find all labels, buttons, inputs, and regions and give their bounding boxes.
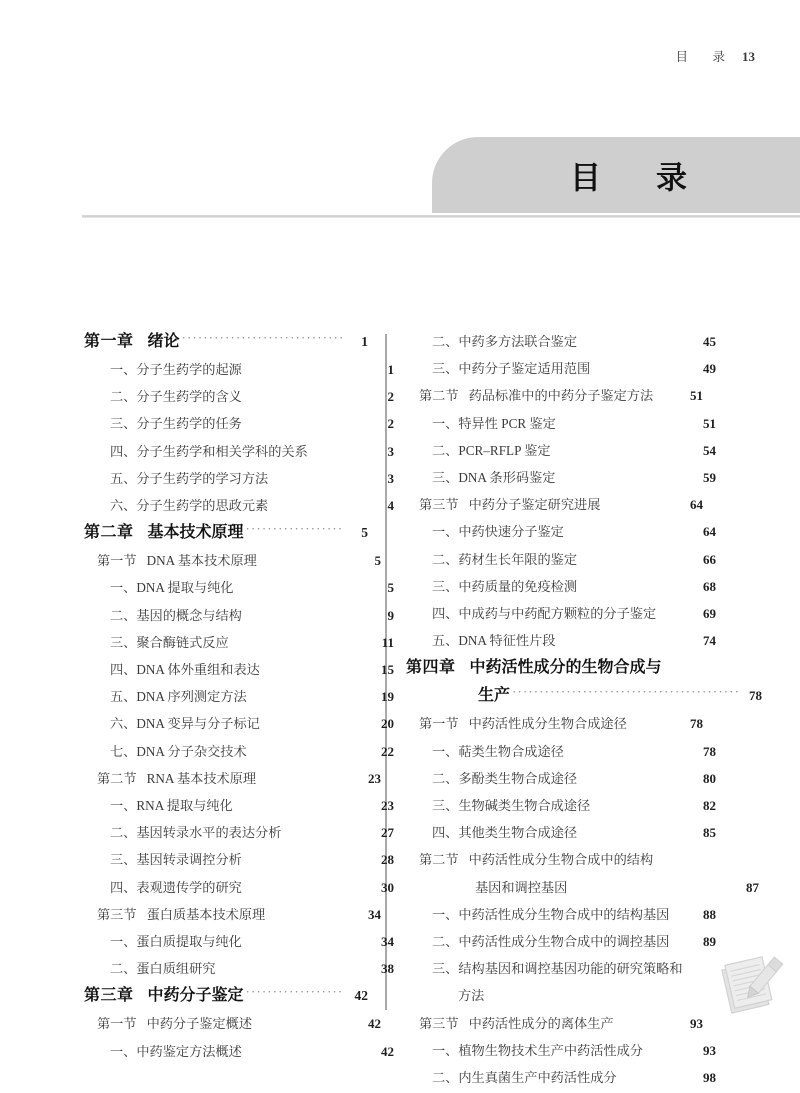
toc-leader <box>244 1040 370 1056</box>
section-number: 第三节 <box>97 906 137 922</box>
toc-entry-text: 一、中药活性成分生物合成中的结构基因 <box>432 906 670 922</box>
toc-page-number: 78 <box>749 688 762 704</box>
toc-page-number: 59 <box>703 470 716 486</box>
toc-leader <box>262 712 370 728</box>
toc-entry-text: 生产 <box>478 685 511 705</box>
toc-entry-section-cont[interactable] <box>406 876 759 894</box>
toc-leader <box>579 330 692 346</box>
toc-entry-item[interactable] <box>84 930 394 948</box>
toc-entry-text <box>97 908 265 921</box>
toc-entry-item[interactable] <box>406 575 716 593</box>
toc-page-number: 85 <box>703 825 716 841</box>
toc-page-number: 34 <box>368 906 381 922</box>
toc-page-number: 88 <box>703 906 716 922</box>
toc-leader <box>592 794 692 810</box>
toc-leader <box>569 876 735 892</box>
toc-leader <box>512 684 738 700</box>
toc-leader <box>244 930 370 946</box>
section-title: 中药活性成分生物合成中的结构 <box>468 852 654 868</box>
toc-leader <box>246 521 344 537</box>
chapter-title: 绪论 <box>147 331 180 350</box>
toc-page-number: 9 <box>387 607 394 623</box>
toc-entry-text <box>419 1017 614 1030</box>
toc-entry-section[interactable] <box>406 848 703 866</box>
toc-leader <box>616 1012 679 1028</box>
section-number: 第二节 <box>419 852 459 868</box>
toc-leader <box>658 602 692 618</box>
toc-entry-item[interactable] <box>406 794 716 812</box>
notepad-pen-icon <box>718 952 784 1018</box>
toc-leader <box>602 493 679 509</box>
toc-entry-item[interactable] <box>84 631 394 649</box>
chapter-number: 第四章 <box>406 657 456 677</box>
toc-leader <box>566 520 692 536</box>
page-title: 目 录 <box>570 160 699 197</box>
toc-page-number: 51 <box>703 415 716 431</box>
toc-entry-chapter[interactable] <box>84 984 368 1003</box>
toc-entry-item[interactable] <box>406 548 716 566</box>
toc-page-number: 20 <box>381 716 394 732</box>
toc-leader <box>244 848 370 864</box>
chapter-number: 第一章 <box>84 331 134 350</box>
toc-leader <box>249 740 370 756</box>
toc-leader <box>310 440 370 456</box>
toc-page-number: 1 <box>361 334 368 349</box>
toc-page-number: 42 <box>381 1043 394 1059</box>
toc-entry-text: 四、分子生药学和相关学科的关系 <box>110 443 308 459</box>
toc-leader <box>235 576 370 592</box>
toc-entry-text: 三、DNA 条形码鉴定 <box>432 470 556 486</box>
toc-entry-item[interactable] <box>406 903 716 921</box>
toc-leader <box>579 767 692 783</box>
toc-entry-item[interactable] <box>84 604 394 622</box>
section-number: 第二节 <box>419 388 459 404</box>
toc-leader <box>249 685 370 701</box>
toc-leader <box>629 712 679 728</box>
toc-page-number: 5 <box>361 525 368 541</box>
toc-entry-item[interactable] <box>406 330 716 348</box>
toc-page-number: 42 <box>368 1016 381 1032</box>
toc-entry-section[interactable] <box>406 712 703 730</box>
toc-entry-text: 二、基因转录水平的表达分析 <box>110 825 282 841</box>
toc-leader <box>182 330 344 346</box>
toc-entry-item[interactable] <box>84 358 394 376</box>
toc-page-number: 80 <box>703 770 716 786</box>
toc-leader <box>283 821 370 837</box>
toc-entry-section[interactable] <box>406 384 703 402</box>
toc-page-number: 66 <box>703 551 716 567</box>
section-title: 药品标准中的中药分子鉴定方法 <box>468 388 654 404</box>
toc-entry-text: 三、分子生药学的任务 <box>110 416 242 432</box>
toc-entry-text: 一、蛋白质提取与纯化 <box>110 934 242 950</box>
toc-page-number: 51 <box>690 388 703 404</box>
toc-page-number: 22 <box>381 743 394 759</box>
toc-entry-text: 方法 <box>458 988 485 1004</box>
section-number: 第一节 <box>97 1016 137 1032</box>
toc-entry-text: 五、DNA 序列测定方法 <box>110 689 247 705</box>
toc-page-number: 54 <box>703 442 716 458</box>
toc-entry-text: 一、中药鉴定方法概述 <box>110 1043 242 1059</box>
toc-page-number: 1 <box>387 362 394 377</box>
toc-entry-item[interactable] <box>406 357 716 375</box>
toc-page-number: 78 <box>690 716 703 732</box>
toc-page-number: 23 <box>368 770 381 786</box>
toc-page-number: 5 <box>387 580 394 596</box>
toc-leader <box>645 1039 692 1055</box>
toc-page-number: 82 <box>703 798 716 814</box>
toc-entry-text: 基因和调控基因 <box>475 879 568 895</box>
toc-entry-text: 三、结构基因和调控基因功能的研究策略和 <box>432 961 683 977</box>
toc-page-number: 69 <box>703 606 716 622</box>
toc-entry-text <box>97 1017 252 1030</box>
toc-entry-text <box>84 987 244 1003</box>
toc-page-number: 64 <box>690 497 703 513</box>
toc-page-number: 19 <box>381 689 394 705</box>
section-number: 第一节 <box>97 553 137 569</box>
toc-leader <box>270 494 370 510</box>
toc-page-number: 3 <box>387 470 394 486</box>
toc-page-number: 78 <box>703 743 716 759</box>
toc-page-number: 2 <box>387 389 394 405</box>
toc-entry-item[interactable] <box>84 440 394 458</box>
toc-leader <box>619 1066 692 1082</box>
toc-page-number: 89 <box>703 934 716 950</box>
toc-entry-item[interactable] <box>84 658 394 676</box>
toc-entry-text <box>419 717 627 730</box>
toc-leader <box>579 575 692 591</box>
toc-column-left <box>84 330 394 1067</box>
toc-page-number: 68 <box>703 578 716 594</box>
section-title: 中药活性成分的离体生产 <box>468 1015 614 1031</box>
toc-entry-chapter[interactable] <box>84 521 368 540</box>
chapter-title: 基本技术原理 <box>147 522 244 542</box>
toc-entry-text: 六、DNA 变异与分子标记 <box>110 716 260 732</box>
toc-entry-item[interactable] <box>406 767 716 785</box>
toc-entry-item[interactable] <box>406 412 716 430</box>
toc-entry-text <box>97 772 256 785</box>
toc-page-number: 64 <box>703 524 716 540</box>
toc-leader <box>267 903 357 919</box>
toc-entry-item[interactable] <box>84 576 394 594</box>
toc-entry-item[interactable] <box>84 467 394 485</box>
toc-leader <box>258 767 357 783</box>
toc-entry-text <box>419 853 653 866</box>
toc-entry-item[interactable] <box>406 439 716 457</box>
section-number: 第一节 <box>419 716 459 732</box>
chapter-number: 第二章 <box>84 522 134 542</box>
toc-entry-item[interactable] <box>406 740 716 758</box>
toc-entry-chapter-cont[interactable] <box>406 684 762 703</box>
toc-leader <box>664 656 668 672</box>
toc-entry-item[interactable] <box>84 794 394 812</box>
toc-entry-text: 二、基因的概念与结构 <box>110 607 242 623</box>
toc-leader <box>246 984 344 1000</box>
toc-leader <box>655 848 679 864</box>
toc-page-number: 45 <box>703 334 716 349</box>
toc-leader <box>259 549 357 565</box>
toc-entry-text: 三、中药分子鉴定适用范围 <box>432 361 591 377</box>
toc-entry-text: 一、萜类生物合成途径 <box>432 743 564 759</box>
section-number: 第三节 <box>419 1015 459 1031</box>
toc-entry-text: 五、分子生药学的学习方法 <box>110 470 269 486</box>
running-head <box>675 47 755 65</box>
toc-entry-text: 五、DNA 特征性片段 <box>432 633 556 649</box>
toc-leader <box>262 658 370 674</box>
toc-entry-text: 四、中成药与中药配方颗粒的分子鉴定 <box>432 606 657 622</box>
toc-page-number: 49 <box>703 361 716 377</box>
toc-page-number: 11 <box>381 634 394 650</box>
toc-leader <box>655 384 679 400</box>
toc-page-number: 74 <box>703 633 716 649</box>
section-title: 中药活性成分生物合成途径 <box>468 716 627 732</box>
toc-entry-item[interactable] <box>84 957 394 975</box>
toc-entry-text: 三、基因转录调控分析 <box>110 852 242 868</box>
toc-leader <box>558 412 692 428</box>
toc-entry-text: 一、DNA 提取与纯化 <box>110 580 234 596</box>
toc-entry-item[interactable] <box>406 602 716 620</box>
toc-leader <box>244 604 370 620</box>
toc-page-number: 4 <box>387 498 394 514</box>
toc-entry-text: 一、分子生药学的起源 <box>110 362 242 377</box>
toc-column-right <box>406 330 762 1093</box>
toc-entry-item[interactable] <box>84 740 394 758</box>
toc-entry-text: 二、药材生长年限的鉴定 <box>432 551 578 567</box>
toc-entry-chapter[interactable] <box>84 330 368 349</box>
toc-page-number: 28 <box>381 852 394 868</box>
toc-entry-item[interactable] <box>84 494 394 512</box>
toc-entry-text <box>406 659 662 675</box>
toc-page-number: 3 <box>387 443 394 459</box>
section-number: 第三节 <box>419 497 459 513</box>
toc-leader <box>244 412 370 428</box>
toc-entry-item[interactable] <box>406 1066 716 1084</box>
toc-entry-text: 三、生物碱类生物合成途径 <box>432 798 591 814</box>
toc-entry-text <box>84 333 180 349</box>
toc-leader <box>553 439 692 455</box>
toc-entry-section[interactable] <box>84 903 381 921</box>
chapter-title: 中药活性成分的生物合成与 <box>469 657 662 677</box>
toc-leader <box>671 903 692 919</box>
toc-entry-item[interactable] <box>84 848 394 866</box>
toc-leader <box>579 548 692 564</box>
toc-entry-section[interactable] <box>406 1012 703 1030</box>
toc-leader <box>244 358 370 374</box>
toc-entry-chapter[interactable] <box>406 656 690 675</box>
toc-entry-item[interactable] <box>406 520 716 538</box>
section-title: DNA 基本技术原理 <box>146 553 257 569</box>
toc-leader <box>566 740 692 756</box>
toc-page-number: 34 <box>381 934 394 950</box>
section-title: 中药分子鉴定概述 <box>146 1016 253 1032</box>
toc-page-number: 2 <box>387 416 394 432</box>
toc-leader <box>671 930 692 946</box>
toc-entry-text <box>419 498 600 511</box>
toc-entry-section[interactable] <box>84 1012 381 1030</box>
toc-entry-text: 四、表观遗传学的研究 <box>110 879 242 895</box>
toc-page-number: 93 <box>690 1015 703 1031</box>
toc-entry-text: 四、其他类生物合成途径 <box>432 825 578 841</box>
toc-page-number: 42 <box>354 988 368 1004</box>
toc-leader <box>557 466 692 482</box>
toc-entry-item[interactable] <box>406 466 716 484</box>
toc-page-number: 23 <box>381 798 394 814</box>
section-title: RNA 基本技术原理 <box>146 770 257 786</box>
section-number: 第二节 <box>97 770 137 786</box>
toc-entry-text: 二、蛋白质组研究 <box>110 961 216 977</box>
toc-entry-text: 二、中药活性成分生物合成中的调控基因 <box>432 934 670 950</box>
toc-entry-text: 二、分子生药学的含义 <box>110 389 242 405</box>
toc-leader <box>592 357 692 373</box>
toc-leader <box>486 984 718 1000</box>
toc-entry-text: 二、多酚类生物合成途径 <box>432 770 578 786</box>
toc-entry-item[interactable] <box>84 821 394 839</box>
toc-entry-item[interactable] <box>84 1040 394 1058</box>
toc-entry-text: 一、中药快速分子鉴定 <box>432 524 564 540</box>
toc-entry-item[interactable] <box>84 412 394 430</box>
toc-entry-item[interactable] <box>84 712 394 730</box>
toc-title-banner <box>432 137 800 213</box>
section-title: 蛋白质基本技术原理 <box>146 906 266 922</box>
toc-page-number: 27 <box>381 825 394 841</box>
toc-entry-item[interactable] <box>406 957 716 975</box>
toc-entry-item[interactable] <box>406 629 716 647</box>
toc-entry-text <box>84 524 244 540</box>
toc-entry-item[interactable] <box>406 930 716 948</box>
toc-leader <box>231 631 370 647</box>
toc-entry-text: 二、中药多方法联合鉴定 <box>432 334 578 349</box>
toc-entry-text: 二、PCR–RFLP 鉴定 <box>432 442 551 458</box>
running-head-page-number: 13 <box>742 49 755 64</box>
toc-page-number: 15 <box>381 662 394 678</box>
toc-entry-text: 四、DNA 体外重组和表达 <box>110 662 260 678</box>
toc-page-number: 38 <box>381 961 394 977</box>
toc-entry-section[interactable] <box>406 493 703 511</box>
toc-entry-item[interactable] <box>84 385 394 403</box>
toc-leader <box>270 467 370 483</box>
toc-page-number: 98 <box>703 1070 716 1086</box>
toc-entry-item[interactable] <box>84 685 394 703</box>
header-divider-rule <box>82 215 800 218</box>
toc-leader <box>254 1012 357 1028</box>
toc-leader <box>244 385 370 401</box>
toc-leader <box>244 876 370 892</box>
toc-entry-text <box>419 389 653 402</box>
toc-entry-item[interactable] <box>406 821 716 839</box>
toc-entry-item[interactable] <box>84 876 394 894</box>
toc-entry-text <box>97 554 257 567</box>
chapter-title: 中药分子鉴定 <box>147 985 244 1005</box>
toc-entry-text: 一、植物生物技术生产中药活性成分 <box>432 1042 643 1058</box>
toc-entry-text: 二、内生真菌生产中药活性成分 <box>432 1070 617 1086</box>
toc-leader <box>685 957 692 973</box>
toc-page-number: 93 <box>703 1042 716 1058</box>
toc-leader <box>557 629 692 645</box>
toc-entry-text: 一、特异性 PCR 鉴定 <box>432 415 556 431</box>
section-title: 中药分子鉴定研究进展 <box>468 497 601 513</box>
toc-entry-text: 一、RNA 提取与纯化 <box>110 798 233 814</box>
toc-entry-text: 七、DNA 分子杂交技术 <box>110 743 247 759</box>
toc-entry-text: 三、聚合酶链式反应 <box>110 634 229 650</box>
toc-entry-text: 三、中药质量的免疫检测 <box>432 578 578 594</box>
toc-leader <box>235 794 370 810</box>
toc-entry-section[interactable] <box>84 549 381 567</box>
toc-leader <box>579 821 692 837</box>
toc-entry-text: 六、分子生药学的思政元素 <box>110 498 269 514</box>
toc-entry-item[interactable] <box>406 1039 716 1057</box>
toc-leader <box>218 957 371 973</box>
toc-page-number: 5 <box>374 553 381 569</box>
toc-entry-section[interactable] <box>84 767 381 785</box>
toc-page-number: 30 <box>381 879 394 895</box>
toc-page-number: 87 <box>746 879 759 895</box>
running-head-label: 目 录 <box>675 50 731 64</box>
toc-entry-item-cont[interactable] <box>406 984 742 1002</box>
chapter-number: 第三章 <box>84 985 134 1005</box>
